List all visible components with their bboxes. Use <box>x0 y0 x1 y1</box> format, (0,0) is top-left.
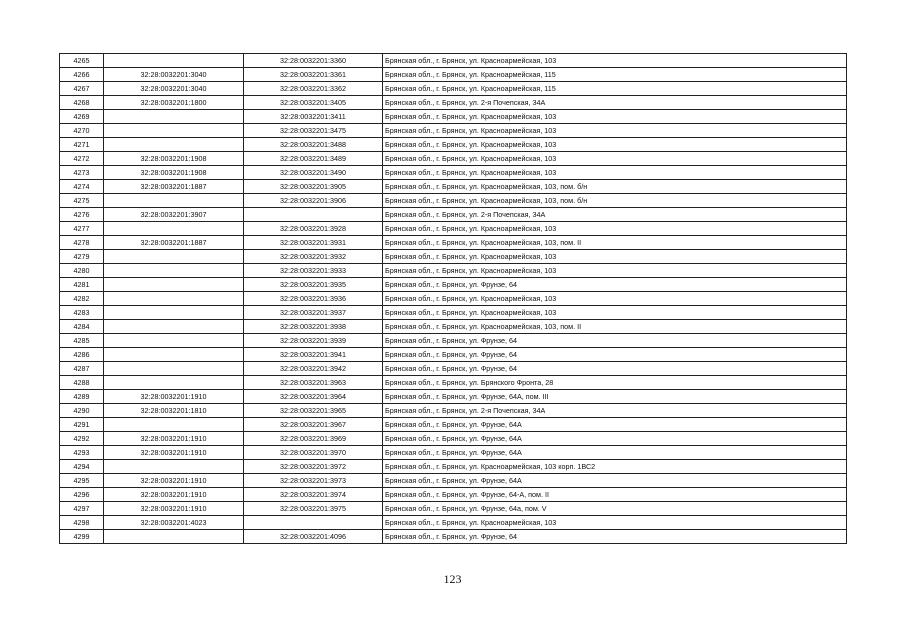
cadastral-number-cell: 32:28:0032201:4023 <box>104 516 244 530</box>
row-number-cell: 4272 <box>60 152 104 166</box>
address-cell: Брянская обл., г. Брянск, ул. Фрунзе, 64 <box>383 278 847 292</box>
table-row <box>60 376 847 390</box>
object-cadastral-number-cell: 32:28:0032201:3973 <box>244 474 383 488</box>
cadastral-number-cell: 32:28:0032201:1908 <box>104 152 244 166</box>
registry-table <box>59 53 847 544</box>
table-row <box>60 334 847 348</box>
table-row <box>60 362 847 376</box>
cadastral-number-cell <box>104 54 244 68</box>
table-row <box>60 180 847 194</box>
address-cell: Брянская обл., г. Брянск, ул. Красноармейская, 103 <box>383 292 847 306</box>
object-cadastral-number-cell: 32:28:0032201:3974 <box>244 488 383 502</box>
table-row <box>60 96 847 110</box>
address-cell: Брянская обл., г. Брянск, ул. Красноармейская, 103 <box>383 138 847 152</box>
address-cell: Брянская обл., г. Брянск, ул. Красноармейская, 103 <box>383 54 847 68</box>
table-row <box>60 124 847 138</box>
object-cadastral-number-cell: 32:28:0032201:3360 <box>244 54 383 68</box>
object-cadastral-number-cell: 32:28:0032201:3931 <box>244 236 383 250</box>
cadastral-number-cell: 32:28:0032201:1887 <box>104 236 244 250</box>
table-row <box>60 54 847 68</box>
cadastral-number-cell: 32:28:0032201:1910 <box>104 502 244 516</box>
row-number-cell: 4294 <box>60 460 104 474</box>
row-number-cell: 4288 <box>60 376 104 390</box>
cadastral-number-cell: 32:28:0032201:1887 <box>104 180 244 194</box>
object-cadastral-number-cell: 32:28:0032201:3933 <box>244 264 383 278</box>
cadastral-number-cell: 32:28:0032201:1910 <box>104 432 244 446</box>
address-cell: Брянская обл., г. Брянск, ул. 2-я Почепская, 34А <box>383 208 847 222</box>
address-cell: Брянская обл., г. Брянск, ул. Красноармейская, 103 <box>383 264 847 278</box>
address-cell: Брянская обл., г. Брянск, ул. Красноармейская, 103 <box>383 222 847 236</box>
address-cell: Брянская обл., г. Брянск, ул. Красноармейская, 103 корп. 1ВС2 <box>383 460 847 474</box>
table-row <box>60 530 847 544</box>
object-cadastral-number-cell: 32:28:0032201:3935 <box>244 278 383 292</box>
row-number-cell: 4285 <box>60 334 104 348</box>
object-cadastral-number-cell: 32:28:0032201:3411 <box>244 110 383 124</box>
table-row <box>60 166 847 180</box>
row-number-cell: 4271 <box>60 138 104 152</box>
cadastral-number-cell <box>104 460 244 474</box>
object-cadastral-number-cell: 32:28:0032201:3928 <box>244 222 383 236</box>
object-cadastral-number-cell <box>244 208 383 222</box>
object-cadastral-number-cell: 32:28:0032201:3941 <box>244 348 383 362</box>
cadastral-number-cell: 32:28:0032201:3907 <box>104 208 244 222</box>
object-cadastral-number-cell: 32:28:0032201:3932 <box>244 250 383 264</box>
table-row <box>60 82 847 96</box>
cadastral-number-cell <box>104 222 244 236</box>
cadastral-number-cell <box>104 362 244 376</box>
page-number: 123 <box>443 572 462 586</box>
registry-table-body <box>60 54 847 544</box>
cadastral-number-cell: 32:28:0032201:1810 <box>104 404 244 418</box>
table-row <box>60 390 847 404</box>
address-cell: Брянская обл., г. Брянск, ул. Красноармейская, 103 <box>383 166 847 180</box>
object-cadastral-number-cell: 32:28:0032201:3942 <box>244 362 383 376</box>
row-number-cell: 4278 <box>60 236 104 250</box>
object-cadastral-number-cell: 32:28:0032201:3488 <box>244 138 383 152</box>
cadastral-number-cell: 32:28:0032201:1800 <box>104 96 244 110</box>
row-number-cell: 4281 <box>60 278 104 292</box>
address-cell: Брянская обл., г. Брянск, ул. Фрунзе, 64 <box>383 334 847 348</box>
address-cell: Брянская обл., г. Брянск, ул. Красноармейская, 103, пом. II <box>383 320 847 334</box>
row-number-cell: 4279 <box>60 250 104 264</box>
cadastral-number-cell <box>104 124 244 138</box>
row-number-cell: 4293 <box>60 446 104 460</box>
table-row <box>60 264 847 278</box>
cadastral-number-cell <box>104 138 244 152</box>
address-cell: Брянская обл., г. Брянск, ул. Красноармейская, 115 <box>383 82 847 96</box>
table-row <box>60 68 847 82</box>
row-number-cell: 4287 <box>60 362 104 376</box>
address-cell: Брянская обл., г. Брянск, ул. Красноармейская, 103 <box>383 516 847 530</box>
cadastral-number-cell: 32:28:0032201:1910 <box>104 390 244 404</box>
object-cadastral-number-cell <box>244 516 383 530</box>
object-cadastral-number-cell: 32:28:0032201:3906 <box>244 194 383 208</box>
object-cadastral-number-cell: 32:28:0032201:3967 <box>244 418 383 432</box>
object-cadastral-number-cell: 32:28:0032201:3965 <box>244 404 383 418</box>
row-number-cell: 4296 <box>60 488 104 502</box>
object-cadastral-number-cell: 32:28:0032201:3362 <box>244 82 383 96</box>
cadastral-number-cell: 32:28:0032201:1910 <box>104 474 244 488</box>
object-cadastral-number-cell: 32:28:0032201:3938 <box>244 320 383 334</box>
address-cell: Брянская обл., г. Брянск, ул. Красноармейская, 103 <box>383 110 847 124</box>
table-row <box>60 110 847 124</box>
address-cell: Брянская обл., г. Брянск, ул. Фрунзе, 64а, пом. V <box>383 502 847 516</box>
address-cell: Брянская обл., г. Брянск, ул. Фрунзе, 64 <box>383 362 847 376</box>
address-cell: Брянская обл., г. Брянск, ул. Фрунзе, 64 <box>383 530 847 544</box>
cadastral-number-cell <box>104 334 244 348</box>
row-number-cell: 4276 <box>60 208 104 222</box>
object-cadastral-number-cell: 32:28:0032201:3490 <box>244 166 383 180</box>
cadastral-number-cell: 32:28:0032201:1908 <box>104 166 244 180</box>
table-row <box>60 404 847 418</box>
address-cell: Брянская обл., г. Брянск, ул. Фрунзе, 64 <box>383 348 847 362</box>
row-number-cell: 4289 <box>60 390 104 404</box>
table-row <box>60 348 847 362</box>
cadastral-number-cell <box>104 264 244 278</box>
address-cell: Брянская обл., г. Брянск, ул. Красноармейская, 103 <box>383 250 847 264</box>
table-row <box>60 306 847 320</box>
cadastral-number-cell: 32:28:0032201:1910 <box>104 446 244 460</box>
address-cell: Брянская обл., г. Брянск, ул. Фрунзе, 64А <box>383 474 847 488</box>
cadastral-number-cell <box>104 320 244 334</box>
object-cadastral-number-cell: 32:28:0032201:3964 <box>244 390 383 404</box>
address-cell: Брянская обл., г. Брянск, ул. Красноармейская, 103, пом. б/н <box>383 194 847 208</box>
address-cell: Брянская обл., г. Брянск, ул. Фрунзе, 64-А, пом. II <box>383 488 847 502</box>
row-number-cell: 4267 <box>60 82 104 96</box>
cadastral-number-cell: 32:28:0032201:1910 <box>104 488 244 502</box>
address-cell: Брянская обл., г. Брянск, ул. Красноармейская, 103, пом. б/н <box>383 180 847 194</box>
table-row <box>60 516 847 530</box>
cadastral-number-cell <box>104 278 244 292</box>
address-cell: Брянская обл., г. Брянск, ул. Красноармейская, 115 <box>383 68 847 82</box>
object-cadastral-number-cell: 32:28:0032201:3936 <box>244 292 383 306</box>
object-cadastral-number-cell: 32:28:0032201:3489 <box>244 152 383 166</box>
cadastral-number-cell <box>104 292 244 306</box>
table-row <box>60 194 847 208</box>
address-cell: Брянская обл., г. Брянск, ул. Фрунзе, 64А <box>383 418 847 432</box>
object-cadastral-number-cell: 32:28:0032201:3963 <box>244 376 383 390</box>
table-row <box>60 250 847 264</box>
table-row <box>60 502 847 516</box>
address-cell: Брянская обл., г. Брянск, ул. 2-я Почепская, 34А <box>383 96 847 110</box>
object-cadastral-number-cell: 32:28:0032201:3475 <box>244 124 383 138</box>
row-number-cell: 4270 <box>60 124 104 138</box>
address-cell: Брянская обл., г. Брянск, ул. Фрунзе, 64А <box>383 446 847 460</box>
object-cadastral-number-cell: 32:28:0032201:3972 <box>244 460 383 474</box>
table-row <box>60 432 847 446</box>
table-row <box>60 208 847 222</box>
address-cell: Брянская обл., г. Брянск, ул. Красноармейская, 103 <box>383 306 847 320</box>
cadastral-number-cell <box>104 194 244 208</box>
row-number-cell: 4283 <box>60 306 104 320</box>
row-number-cell: 4297 <box>60 502 104 516</box>
cadastral-number-cell <box>104 306 244 320</box>
object-cadastral-number-cell: 32:28:0032201:3939 <box>244 334 383 348</box>
row-number-cell: 4277 <box>60 222 104 236</box>
cadastral-number-cell <box>104 530 244 544</box>
table-row <box>60 474 847 488</box>
table-row <box>60 278 847 292</box>
row-number-cell: 4286 <box>60 348 104 362</box>
row-number-cell: 4290 <box>60 404 104 418</box>
table-row <box>60 152 847 166</box>
object-cadastral-number-cell: 32:28:0032201:4096 <box>244 530 383 544</box>
table-row <box>60 460 847 474</box>
table-row <box>60 418 847 432</box>
object-cadastral-number-cell: 32:28:0032201:3361 <box>244 68 383 82</box>
address-cell: Брянская обл., г. Брянск, ул. Фрунзе, 64А <box>383 432 847 446</box>
row-number-cell: 4280 <box>60 264 104 278</box>
address-cell: Брянская обл., г. Брянск, ул. Брянского Фронта, 28 <box>383 376 847 390</box>
cadastral-number-cell: 32:28:0032201:3040 <box>104 82 244 96</box>
object-cadastral-number-cell: 32:28:0032201:3937 <box>244 306 383 320</box>
object-cadastral-number-cell: 32:28:0032201:3405 <box>244 96 383 110</box>
address-cell: Брянская обл., г. Брянск, ул. Красноармейская, 103 <box>383 152 847 166</box>
object-cadastral-number-cell: 32:28:0032201:3969 <box>244 432 383 446</box>
cadastral-number-cell: 32:28:0032201:3040 <box>104 68 244 82</box>
row-number-cell: 4295 <box>60 474 104 488</box>
row-number-cell: 4269 <box>60 110 104 124</box>
table-row <box>60 320 847 334</box>
address-cell: Брянская обл., г. Брянск, ул. Красноармейская, 103 <box>383 124 847 138</box>
row-number-cell: 4298 <box>60 516 104 530</box>
row-number-cell: 4284 <box>60 320 104 334</box>
row-number-cell: 4268 <box>60 96 104 110</box>
row-number-cell: 4299 <box>60 530 104 544</box>
address-cell: Брянская обл., г. Брянск, ул. 2-я Почепская, 34А <box>383 404 847 418</box>
table-row <box>60 292 847 306</box>
row-number-cell: 4292 <box>60 432 104 446</box>
object-cadastral-number-cell: 32:28:0032201:3905 <box>244 180 383 194</box>
row-number-cell: 4273 <box>60 166 104 180</box>
cadastral-number-cell <box>104 110 244 124</box>
row-number-cell: 4291 <box>60 418 104 432</box>
cadastral-number-cell <box>104 250 244 264</box>
table-row <box>60 222 847 236</box>
address-cell: Брянская обл., г. Брянск, ул. Красноармейская, 103, пом. II <box>383 236 847 250</box>
cadastral-number-cell <box>104 348 244 362</box>
cadastral-number-cell <box>104 376 244 390</box>
table-row <box>60 138 847 152</box>
row-number-cell: 4265 <box>60 54 104 68</box>
table-row <box>60 236 847 250</box>
address-cell: Брянская обл., г. Брянск, ул. Фрунзе, 64А, пом. III <box>383 390 847 404</box>
object-cadastral-number-cell: 32:28:0032201:3975 <box>244 502 383 516</box>
table-row <box>60 446 847 460</box>
row-number-cell: 4282 <box>60 292 104 306</box>
row-number-cell: 4266 <box>60 68 104 82</box>
table-row <box>60 488 847 502</box>
object-cadastral-number-cell: 32:28:0032201:3970 <box>244 446 383 460</box>
row-number-cell: 4274 <box>60 180 104 194</box>
cadastral-number-cell <box>104 418 244 432</box>
row-number-cell: 4275 <box>60 194 104 208</box>
